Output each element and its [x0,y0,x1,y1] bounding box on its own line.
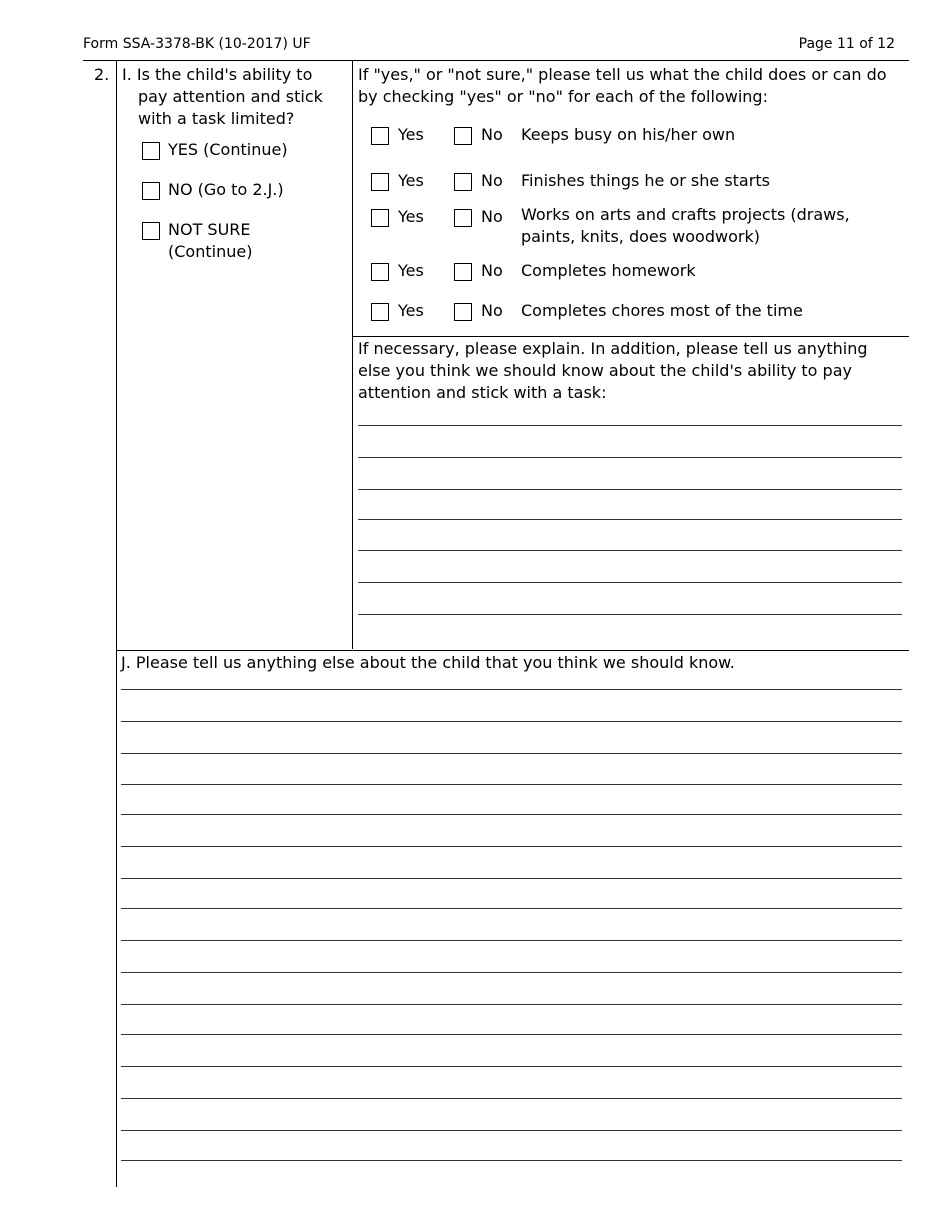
writing-line[interactable] [121,814,902,815]
section-number: 2. [94,65,110,84]
activity-yes-label: Yes [398,301,424,320]
activity-text: Finishes things he or she starts [521,171,770,190]
activity-no-checkbox[interactable] [454,209,472,227]
question-i-label-3: with a task limited? [138,109,295,128]
yes-continue-checkbox[interactable] [142,142,160,160]
writing-line[interactable] [121,721,902,722]
activity-yes-label: Yes [398,261,424,280]
not-sure-checkbox[interactable] [142,222,160,240]
activity-yes-label: Yes [398,171,424,190]
activity-yes-checkbox[interactable] [371,127,389,145]
activity-text: Keeps busy on his/her own [521,125,736,144]
middle-rule [352,60,353,649]
activities-intro-1: If "yes," or "not sure," please tell us what the child does or can do [358,65,887,84]
question-i-label-1: I. Is the child's ability to [122,65,313,84]
writing-line[interactable] [121,846,902,847]
activity-yes-checkbox[interactable] [371,209,389,227]
writing-line[interactable] [121,1160,902,1161]
activity-text-continued: paints, knits, does woodwork) [521,227,760,246]
activity-text: Completes homework [521,261,696,280]
writing-line[interactable] [358,614,902,615]
writing-line[interactable] [121,1098,902,1099]
explain-prompt-2: else you think we should know about the child's ability to pay [358,361,852,380]
activity-yes-checkbox[interactable] [371,173,389,191]
explain-prompt-3: attention and stick with a task: [358,383,607,402]
activity-no-label: No [481,207,503,226]
writing-line[interactable] [358,457,902,458]
writing-line[interactable] [358,425,902,426]
form-id: Form SSA-3378-BK (10-2017) UF [83,36,311,52]
activity-no-label: No [481,171,503,190]
writing-line[interactable] [121,1130,902,1131]
yes-continue-label: YES (Continue) [168,140,288,159]
section-j-top-rule [116,650,909,651]
writing-line[interactable] [121,940,902,941]
writing-line[interactable] [121,1034,902,1035]
writing-line[interactable] [121,878,902,879]
writing-line[interactable] [358,550,902,551]
no-go-to-2j-label: NO (Go to 2.J.) [168,180,284,199]
top-rule [83,60,909,61]
page-number: Page 11 of 12 [798,36,895,52]
writing-line[interactable] [121,1004,902,1005]
writing-line[interactable] [121,972,902,973]
activity-no-checkbox[interactable] [454,127,472,145]
explain-prompt-1: If necessary, please explain. In addition, please tell us anything [358,339,868,358]
activity-no-checkbox[interactable] [454,263,472,281]
activities-intro-2: by checking "yes" or "no" for each of the following: [358,87,768,106]
activity-yes-label: Yes [398,207,424,226]
writing-line[interactable] [121,1066,902,1067]
writing-line[interactable] [121,753,902,754]
writing-line[interactable] [358,519,902,520]
activity-no-label: No [481,125,503,144]
writing-line[interactable] [358,582,902,583]
writing-line[interactable] [121,908,902,909]
activity-text: Completes chores most of the time [521,301,803,320]
activity-yes-label: Yes [398,125,424,144]
activity-no-label: No [481,261,503,280]
activity-text: Works on arts and crafts projects (draws, [521,205,850,224]
activity-yes-checkbox[interactable] [371,263,389,281]
question-i-label-2: pay attention and stick [138,87,323,106]
no-go-to-2j-checkbox[interactable] [142,182,160,200]
writing-line[interactable] [358,489,902,490]
left-rule [116,60,117,1187]
not-sure-label: NOT SURE [168,220,251,239]
activity-yes-checkbox[interactable] [371,303,389,321]
writing-line[interactable] [121,689,902,690]
writing-line[interactable] [121,784,902,785]
activity-no-checkbox[interactable] [454,303,472,321]
activity-no-label: No [481,301,503,320]
explain-top-rule [352,336,909,337]
question-j-label: J. Please tell us anything else about the child that you think we should know. [121,653,735,672]
not-sure-continue-label: (Continue) [168,242,253,261]
activity-no-checkbox[interactable] [454,173,472,191]
